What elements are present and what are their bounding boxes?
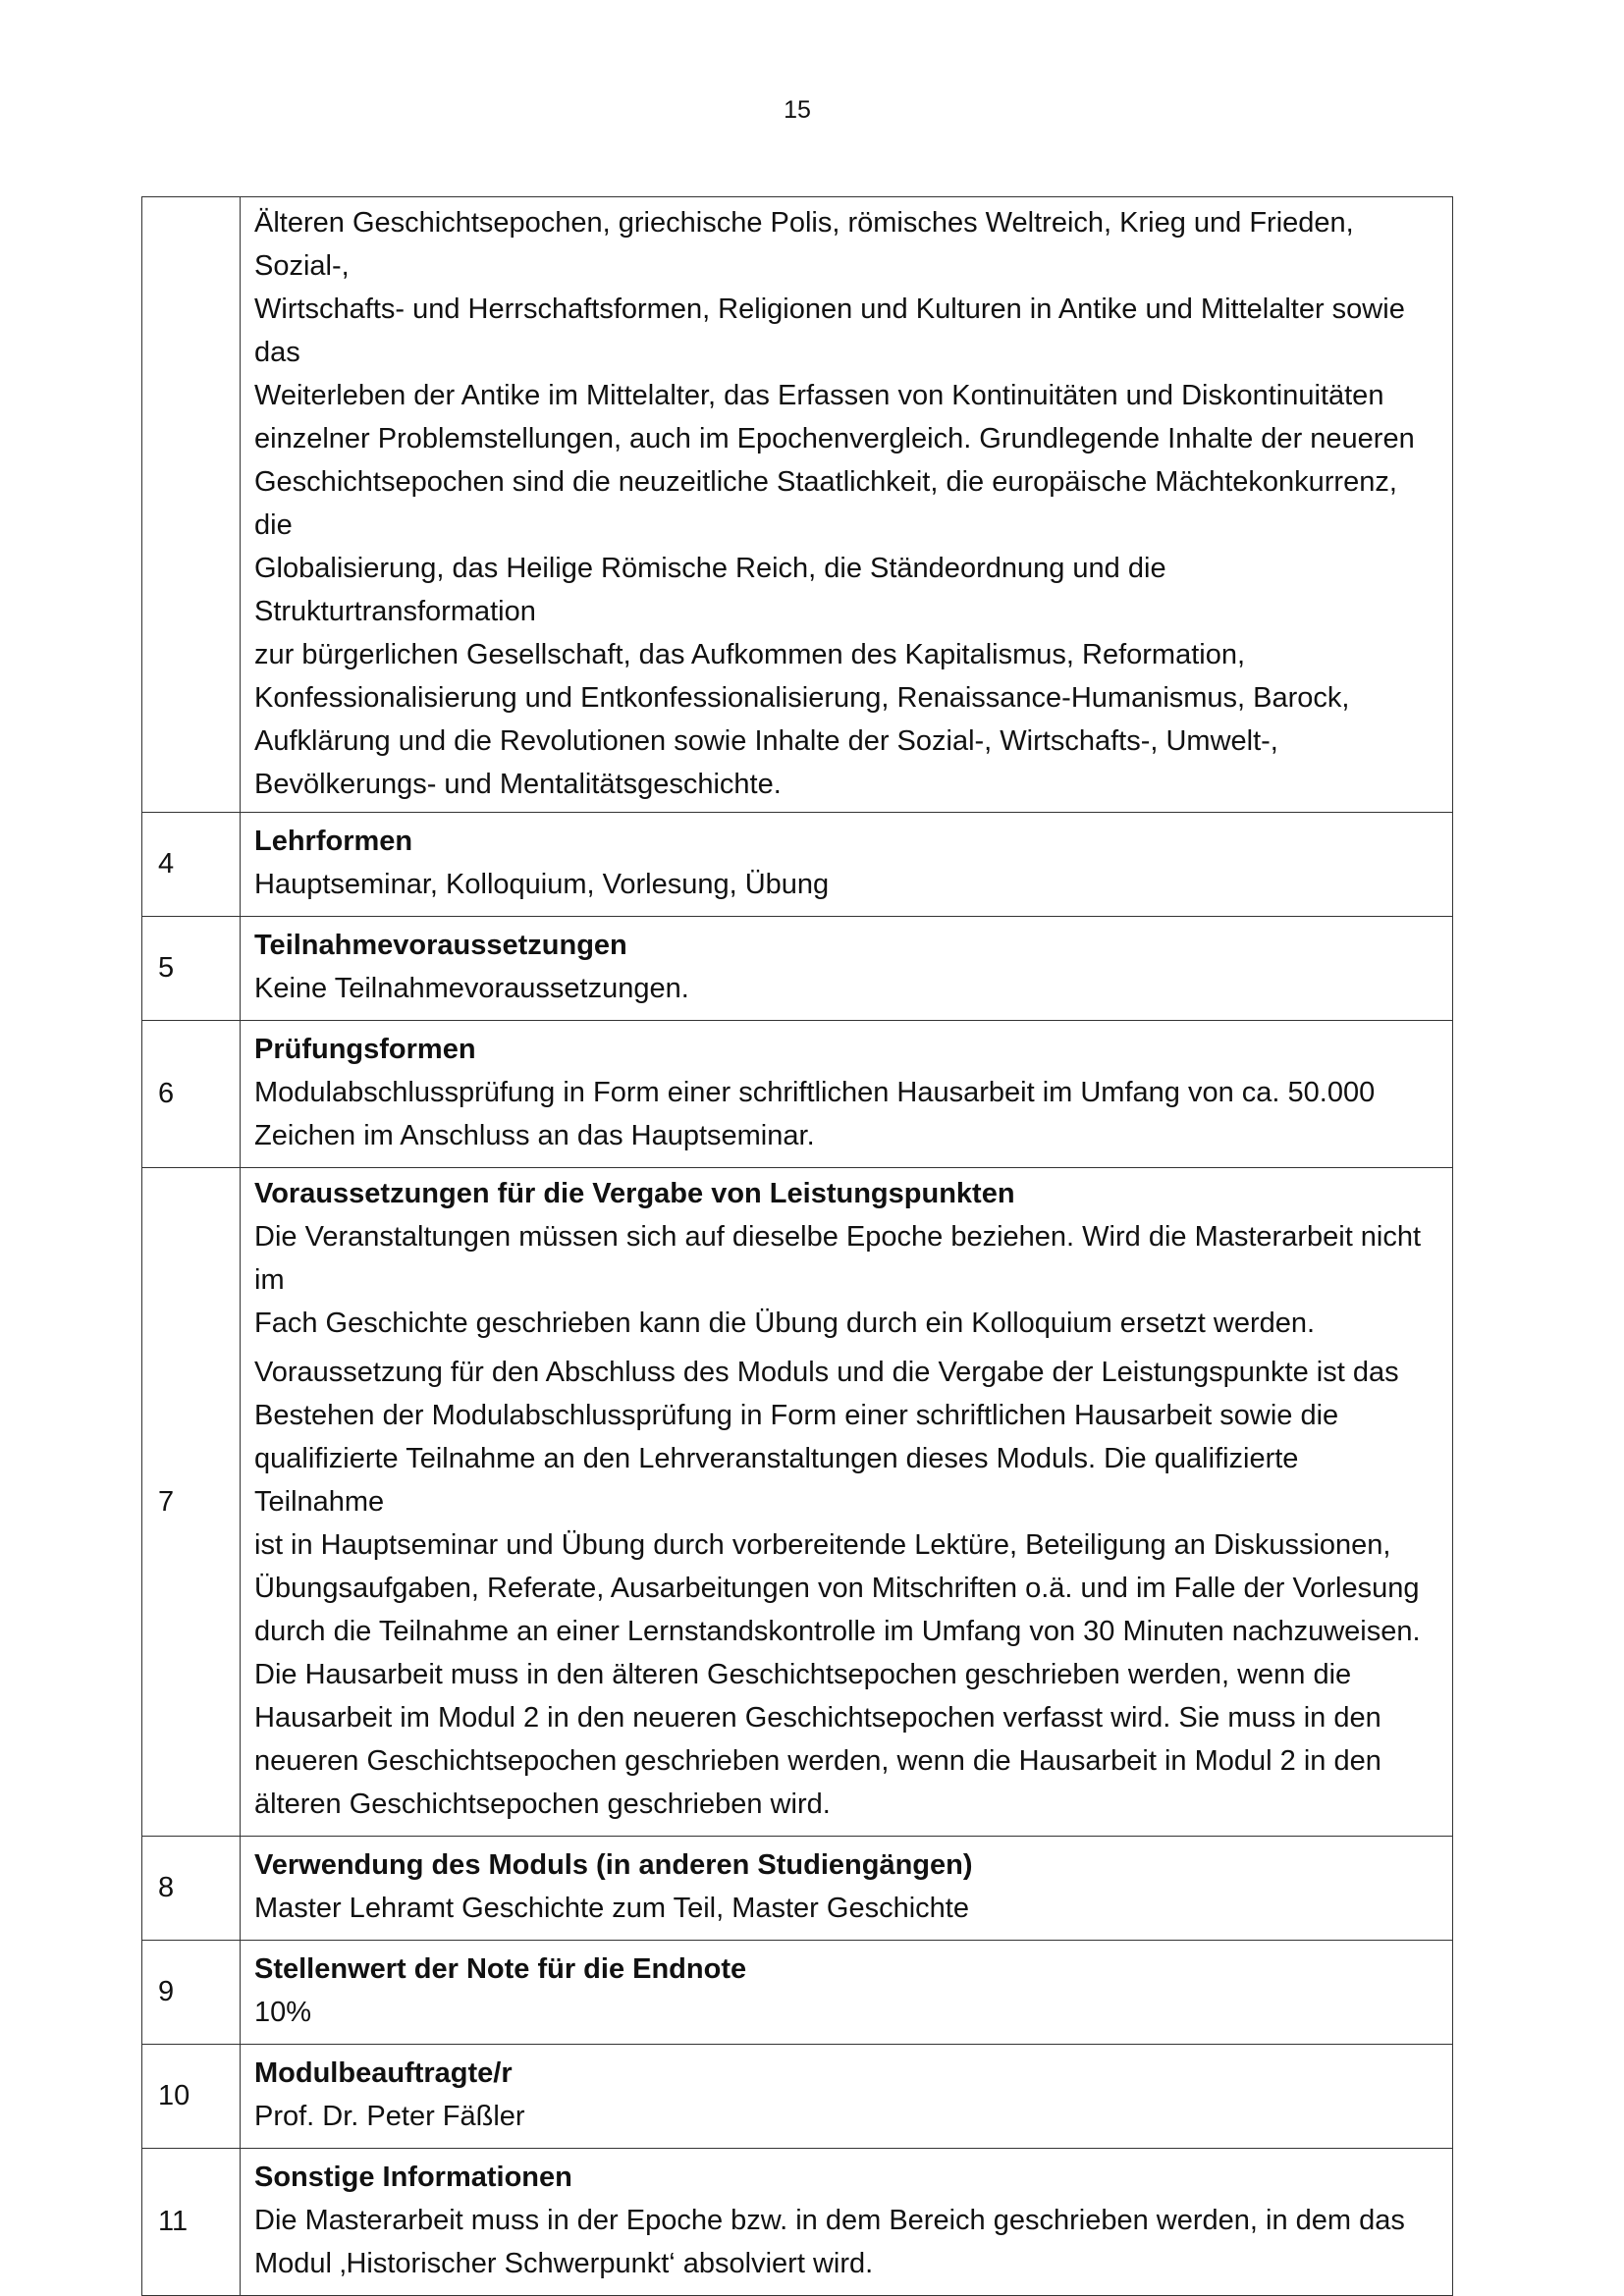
row-number: 7 [142, 1168, 241, 1837]
section-text: Prof. Dr. Peter Fäßler [254, 2100, 525, 2132]
table-row-sonstige [142, 2149, 1453, 2296]
pruefung-cell [241, 1021, 1453, 1168]
row-number: 9 [142, 1941, 241, 2045]
content-line: Globalisierung, das Heilige Römische Reich, die Ständeordnung und die Strukturtransformation [254, 553, 1166, 627]
beauftragte-cell [241, 2045, 1453, 2149]
table-row-verwendung [142, 1837, 1453, 1941]
content-line: Weiterleben der Antike im Mittelalter, das Erfassen von Kontinuitäten und Diskontinuitäten [254, 380, 1384, 411]
row-number: 5 [142, 917, 241, 1021]
row-number: 6 [142, 1021, 241, 1168]
table-row-lehrformen [142, 813, 1453, 917]
content-line: zur bürgerlichen Gesellschaft, das Aufkommen des Kapitalismus, Reformation, [254, 639, 1246, 670]
section-text: ist in Hauptseminar und Übung durch vorbereitende Lektüre, Beteiligung an Diskussionen, [254, 1529, 1391, 1561]
section-text: Voraussetzung für den Abschluss des Moduls und die Vergabe der Leistungspunkte ist das [254, 1357, 1399, 1388]
row-number-empty [142, 197, 241, 813]
section-text: Hauptseminar, Kolloquium, Vorlesung, Übung [254, 868, 830, 900]
section-text: Hausarbeit im Modul 2 in den neueren Geschichtsepochen verfasst wird. Sie muss in den [254, 1702, 1381, 1734]
section-text: älteren Geschichtsepochen geschrieben wird. [254, 1789, 831, 1820]
section-text: Zeichen im Anschluss an das Hauptseminar. [254, 1119, 815, 1151]
table-row-content [142, 197, 1453, 813]
section-heading: Prüfungsformen [254, 1033, 476, 1065]
module-description-table [141, 196, 1453, 2296]
stellenwert-cell [241, 1941, 1453, 2045]
section-text: qualifizierte Teilnahme an den Lehrveranstaltungen dieses Moduls. Die qualifizierte Teilnahme [254, 1443, 1299, 1518]
content-line: Wirtschafts- und Herrschaftsformen, Religionen und Kulturen in Antike und Mittelalter sowie das [254, 294, 1405, 368]
section-heading: Verwendung des Moduls (in anderen Studiengängen) [254, 1848, 973, 1881]
section-text: Master Lehramt Geschichte zum Teil, Master Geschichte [254, 1892, 969, 1924]
section-text: Bestehen der Modulabschlussprüfung in Form einer schriftlichen Hausarbeit sowie die [254, 1400, 1339, 1431]
row-number: 11 [142, 2149, 241, 2296]
content-line: einzelner Problemstellungen, auch im Epochenvergleich. Grundlegende Inhalte der neueren [254, 423, 1415, 454]
section-text: Die Masterarbeit muss in der Epoche bzw. in dem Bereich geschrieben werden, in dem das [254, 2204, 1405, 2236]
content-line: Konfessionalisierung und Entkonfessionalisierung, Renaissance-Humanismus, Barock, [254, 682, 1350, 714]
table-row-beauftragte [142, 2045, 1453, 2149]
row-number: 4 [142, 813, 241, 917]
section-text: Modul ‚Historischer Schwerpunkt‘ absolviert wird. [254, 2247, 874, 2279]
section-text: 10% [254, 1996, 312, 2028]
content-line: Bevölkerungs- und Mentalitätsgeschichte. [254, 769, 782, 800]
teilnahme-cell [241, 917, 1453, 1021]
section-heading: Teilnahmevoraussetzungen [254, 929, 627, 961]
content-line: Geschichtsepochen sind die neuzeitliche Staatlichkeit, die europäische Mächtekonkurrenz, die [254, 466, 1397, 541]
row-number: 8 [142, 1837, 241, 1941]
table-row-stellenwert [142, 1941, 1453, 2045]
section-text: Die Veranstaltungen müssen sich auf dieselbe Epoche beziehen. Wird die Masterarbeit nicht im [254, 1221, 1422, 1296]
row-number: 10 [142, 2045, 241, 2149]
leistungspunkte-cell [241, 1168, 1453, 1837]
section-heading: Modulbeauftragte/r [254, 2056, 513, 2089]
lehrformen-cell [241, 813, 1453, 917]
content-line: Aufklärung und die Revolutionen sowie Inhalte der Sozial-, Wirtschafts-, Umwelt-, [254, 725, 1278, 757]
section-text: Die Hausarbeit muss in den älteren Geschichtsepochen geschrieben werden, wenn die [254, 1659, 1352, 1690]
section-heading: Lehrformen [254, 825, 413, 857]
table-row-teilnahme [142, 917, 1453, 1021]
section-text: neueren Geschichtsepochen geschrieben werden, wenn die Hausarbeit in Modul 2 in den [254, 1745, 1381, 1777]
section-heading: Sonstige Informationen [254, 2161, 572, 2193]
section-heading: Voraussetzungen für die Vergabe von Leistungspunkten [254, 1178, 1015, 1209]
table-row-leistungspunkte [142, 1168, 1453, 1837]
section-text: Übungsaufgaben, Referate, Ausarbeitungen von Mitschriften o.ä. und im Falle der Vorlesung [254, 1573, 1420, 1604]
verwendung-cell [241, 1837, 1453, 1941]
content-line: Älteren Geschichtsepochen, griechische Polis, römisches Weltreich, Krieg und Frieden, Sozial-, [254, 207, 1354, 282]
content-cell [241, 197, 1453, 813]
section-text: Fach Geschichte geschrieben kann die Übung durch ein Kolloquium ersetzt werden. [254, 1308, 1316, 1339]
table-row-pruefung [142, 1021, 1453, 1168]
page-number: 15 [784, 96, 811, 124]
section-heading: Stellenwert der Note für die Endnote [254, 1952, 747, 1985]
sonstige-cell [241, 2149, 1453, 2296]
section-text: durch die Teilnahme an einer Lernstandskontrolle im Umfang von 30 Minuten nachzuweisen. [254, 1616, 1421, 1647]
section-text: Modulabschlussprüfung in Form einer schriftlichen Hausarbeit im Umfang von ca. 50.000 [254, 1076, 1376, 1108]
section-text: Keine Teilnahmevoraussetzungen. [254, 972, 689, 1004]
